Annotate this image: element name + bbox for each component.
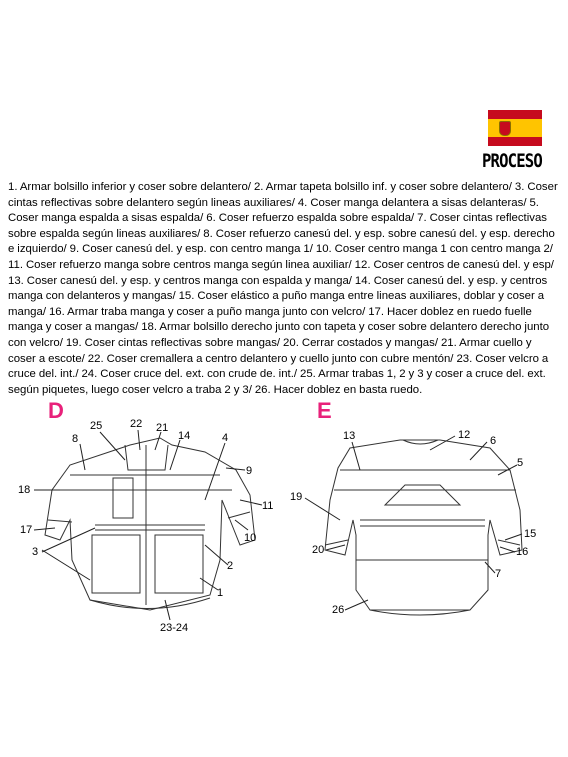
callout-2: 2 <box>227 560 234 572</box>
callout-7: 7 <box>495 568 502 580</box>
callout-21: 21 <box>156 422 169 434</box>
callout-22: 22 <box>130 418 143 430</box>
callout-26: 26 <box>332 604 345 616</box>
callout-13: 13 <box>343 430 356 442</box>
callout-5: 5 <box>517 457 524 469</box>
callout-1: 1 <box>217 587 224 599</box>
callout-25: 25 <box>90 420 103 432</box>
callout-6: 6 <box>490 435 497 447</box>
callout-14: 14 <box>178 430 191 442</box>
callout-12: 12 <box>458 429 471 441</box>
callout-4: 4 <box>222 432 229 444</box>
callout-3: 3 <box>32 546 39 558</box>
process-instructions: 1. Armar bolsillo inferior y coser sobre delantero/ 2. Armar tapeta bolsillo inf. y coser sobre delantero/ 3. Coser cintas reflectivas sobre delantero según lineas auxiliares/ 4. Coser manga delantera a sisas delanteras/ 5. Coser manga espalda a sisas espalda/ 6. Coser refuerzo espalda sobre espalda/ 7. Coser cintas reflectivas sobre espalda según lineas auxiliares/ 8. Coser refuerzo canesú del. y esp. sobre canesú del. y esp. derecho e izquierdo/ 9. Coser canesú del. y esp. con centro manga 1/ 10. Coser centro manga 1 con centro manga 2/ 11. Coser refuerzo manga sobre centros manga según linea auxiliar/ 12. Coser centros de canesú del. y esp/ 13. Coser canesú del. y esp. y centros manga con espalda y manga/ 14. Coser canesú del. y esp. y centros manga con delanteros y mangas/ 15. Coser elástico a puño manga entre lineas auxiliares, doblar y coser a manga/ 16. Armar traba manga y coser a puño manga junto con velcro/ 17. Hacer doblez en ruedo fuelle manga y coser a mangas/ 18. Armar bolsillo derecho junto con tapeta y coser sobre delantero derecho junto con velcro/ 19. Coser cintas reflectivas sobre mangas/ 20. Cerrar costados y mangas/ 21. Armar cuello y coser a escote/ 22. Coser cremallera a centro delantero y cuello junto con cubre mentón/ 23. Coser velcro a cruce del. int./ 24. Coser cruce del. ext. con crude de. int./ 25. Armar trabas 1, 2 y 3 y coser a cruce del. ext. según piquetes, luego coser velcro a traba 2 y 3/ 26. Hacer doblez en basta ruedo. <box>8 181 558 396</box>
callout-20: 20 <box>312 544 325 556</box>
callout-11: 11 <box>262 500 274 512</box>
callout-23-24: 23-24 <box>160 622 189 634</box>
callout-15: 15 <box>524 528 537 540</box>
front-view-letter: D <box>48 398 64 423</box>
callout-17: 17 <box>20 524 33 536</box>
callout-16: 16 <box>516 546 529 558</box>
callout-19: 19 <box>290 491 303 503</box>
back-jacket-outline <box>325 440 522 615</box>
callout-9: 9 <box>246 465 253 477</box>
callout-8: 8 <box>72 433 79 445</box>
callout-10: 10 <box>244 532 257 544</box>
front-jacket-outline <box>45 438 255 610</box>
back-view-letter: E <box>317 398 332 423</box>
page-title: PROCESO <box>482 150 542 172</box>
callout-18: 18 <box>18 484 31 496</box>
